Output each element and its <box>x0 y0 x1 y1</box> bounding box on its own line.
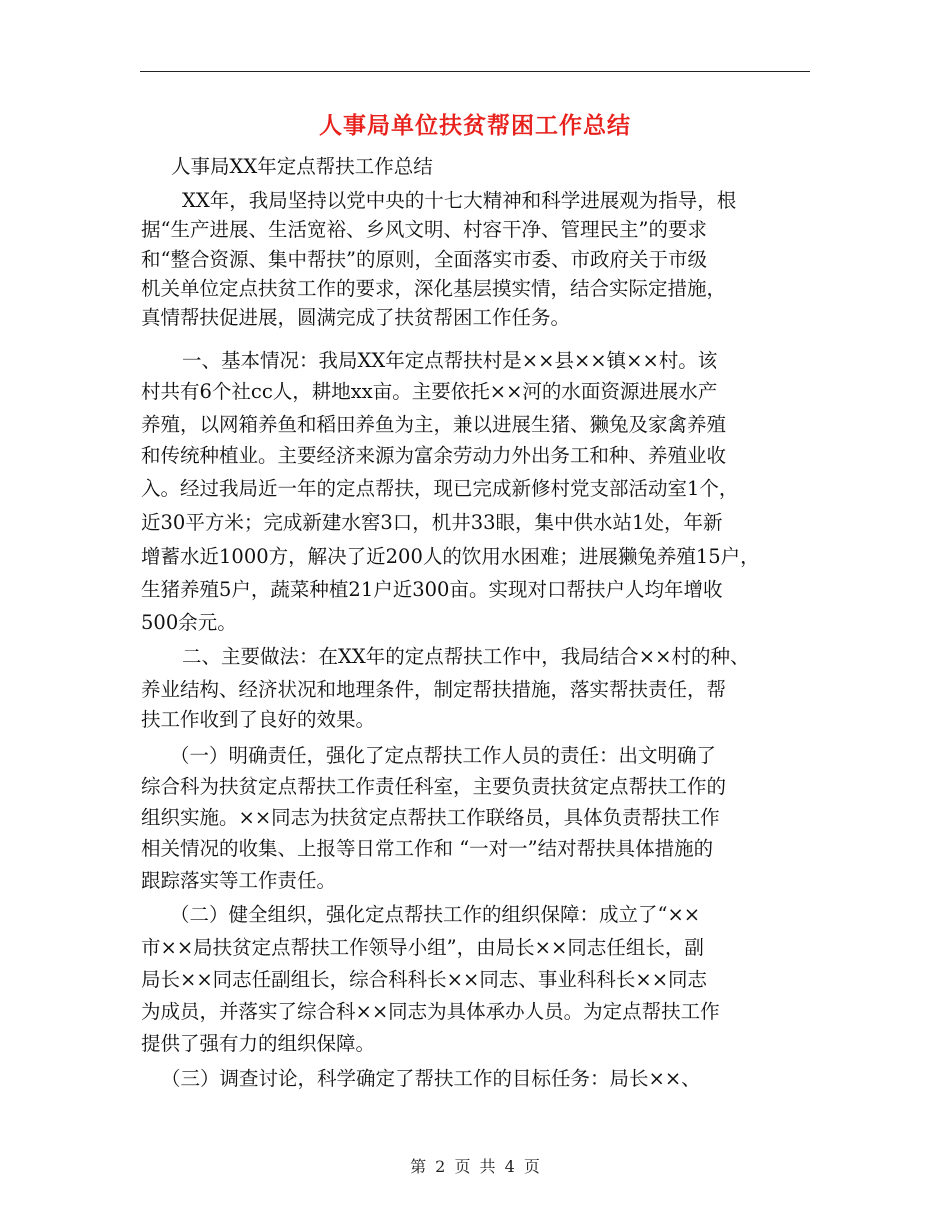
text-line: 500余元。 <box>141 611 237 634</box>
text-line: 扶工作收到了良好的效果。 <box>141 708 376 731</box>
text-line: 据“生产进展、生活宽裕、乡风文明、村容干净、管理民主”的要求 <box>141 218 707 241</box>
text-line: 机关单位定点扶贫工作的要求，深化基层摸实情，结合实际定措施， <box>141 277 727 300</box>
header-rule <box>140 71 810 72</box>
text-line: 村共有6个社cc人，耕地xx亩。主要依托××河的水面资源进展水产 <box>141 380 718 403</box>
text-line: 组织实施。××同志为扶贫定点帮扶工作联络员，具体负责帮扶工作 <box>141 806 720 829</box>
text-line: 人事局XX年定点帮扶工作总结 <box>171 155 433 178</box>
text-line: 真情帮扶促进展，圆满完成了扶贫帮困工作任务。 <box>141 306 571 329</box>
text-line: 入。经过我局近一年的定点帮扶，现已完成新修村党支部活动室1个， <box>141 477 739 500</box>
text-line: 为成员，并落实了综合科××同志为具体承办人员。为定点帮扶工作 <box>141 1000 720 1023</box>
text-line: 二、主要做法：在XX年的定点帮扶工作中，我局结合××村的种、 <box>182 645 750 668</box>
text-line: （三）调查讨论，科学确定了帮扶工作的目标任务：局长××、 <box>161 1067 701 1090</box>
text-line: 局长××同志任副组长，综合科科长××同志、事业科科长××同志 <box>141 968 708 991</box>
text-line: 生猪养殖5户，蔬菜种植21户近300亩。实现对口帮扶户人均年增收 <box>141 578 723 601</box>
document-title: 人事局单位扶贫帮困工作总结 <box>319 112 631 139</box>
text-line: （一）明确责任，强化了定点帮扶工作人员的责任：出文明确了 <box>170 744 717 767</box>
text-line: （二）健全组织，强化定点帮扶工作的组织保障：成立了“×× <box>170 903 701 926</box>
text-line: 近30平方米；完成新建水窖3口，机井33眼，集中供水站1处，年新 <box>141 511 723 534</box>
text-line: 和传统种植业。主要经济来源为富余劳动力外出务工和种、养殖业收 <box>141 444 727 467</box>
text-line: 市××局扶贫定点帮扶工作领导小组”，由局长××同志任组长，副 <box>141 936 704 959</box>
text-line: 养殖，以网箱养鱼和稻田养鱼为主，兼以进展生猪、獭兔及家禽养殖 <box>141 413 727 436</box>
text-line: 综合科为扶贫定点帮扶工作责任科室，主要负责扶贫定点帮扶工作的 <box>141 775 727 798</box>
page-footer: 第 2 页 共 4 页 <box>410 1157 540 1176</box>
text-line: 养业结构、经济状况和地理条件，制定帮扶措施，落实帮扶责任，帮 <box>141 678 727 701</box>
text-line: 和“整合资源、集中帮扶”的原则，全面落实市委、市政府关于市级 <box>141 248 707 271</box>
text-line: 一、基本情况：我局XX年定点帮扶村是××县××镇××村。该 <box>182 349 718 372</box>
text-line: 增蓄水近1000方，解决了近200人的饮用水困难；进展獭兔养殖15户， <box>141 545 760 568</box>
text-line: XX年，我局坚持以党中央的十七大精神和科学进展观为指导，根 <box>182 189 737 212</box>
text-line: 提供了强有力的组织保障。 <box>141 1032 376 1055</box>
text-line: 跟踪落实等工作责任。 <box>141 869 337 892</box>
text-line: 相关情况的收集、上报等日常工作和 “一对一”结对帮扶具体措施的 <box>141 837 714 860</box>
